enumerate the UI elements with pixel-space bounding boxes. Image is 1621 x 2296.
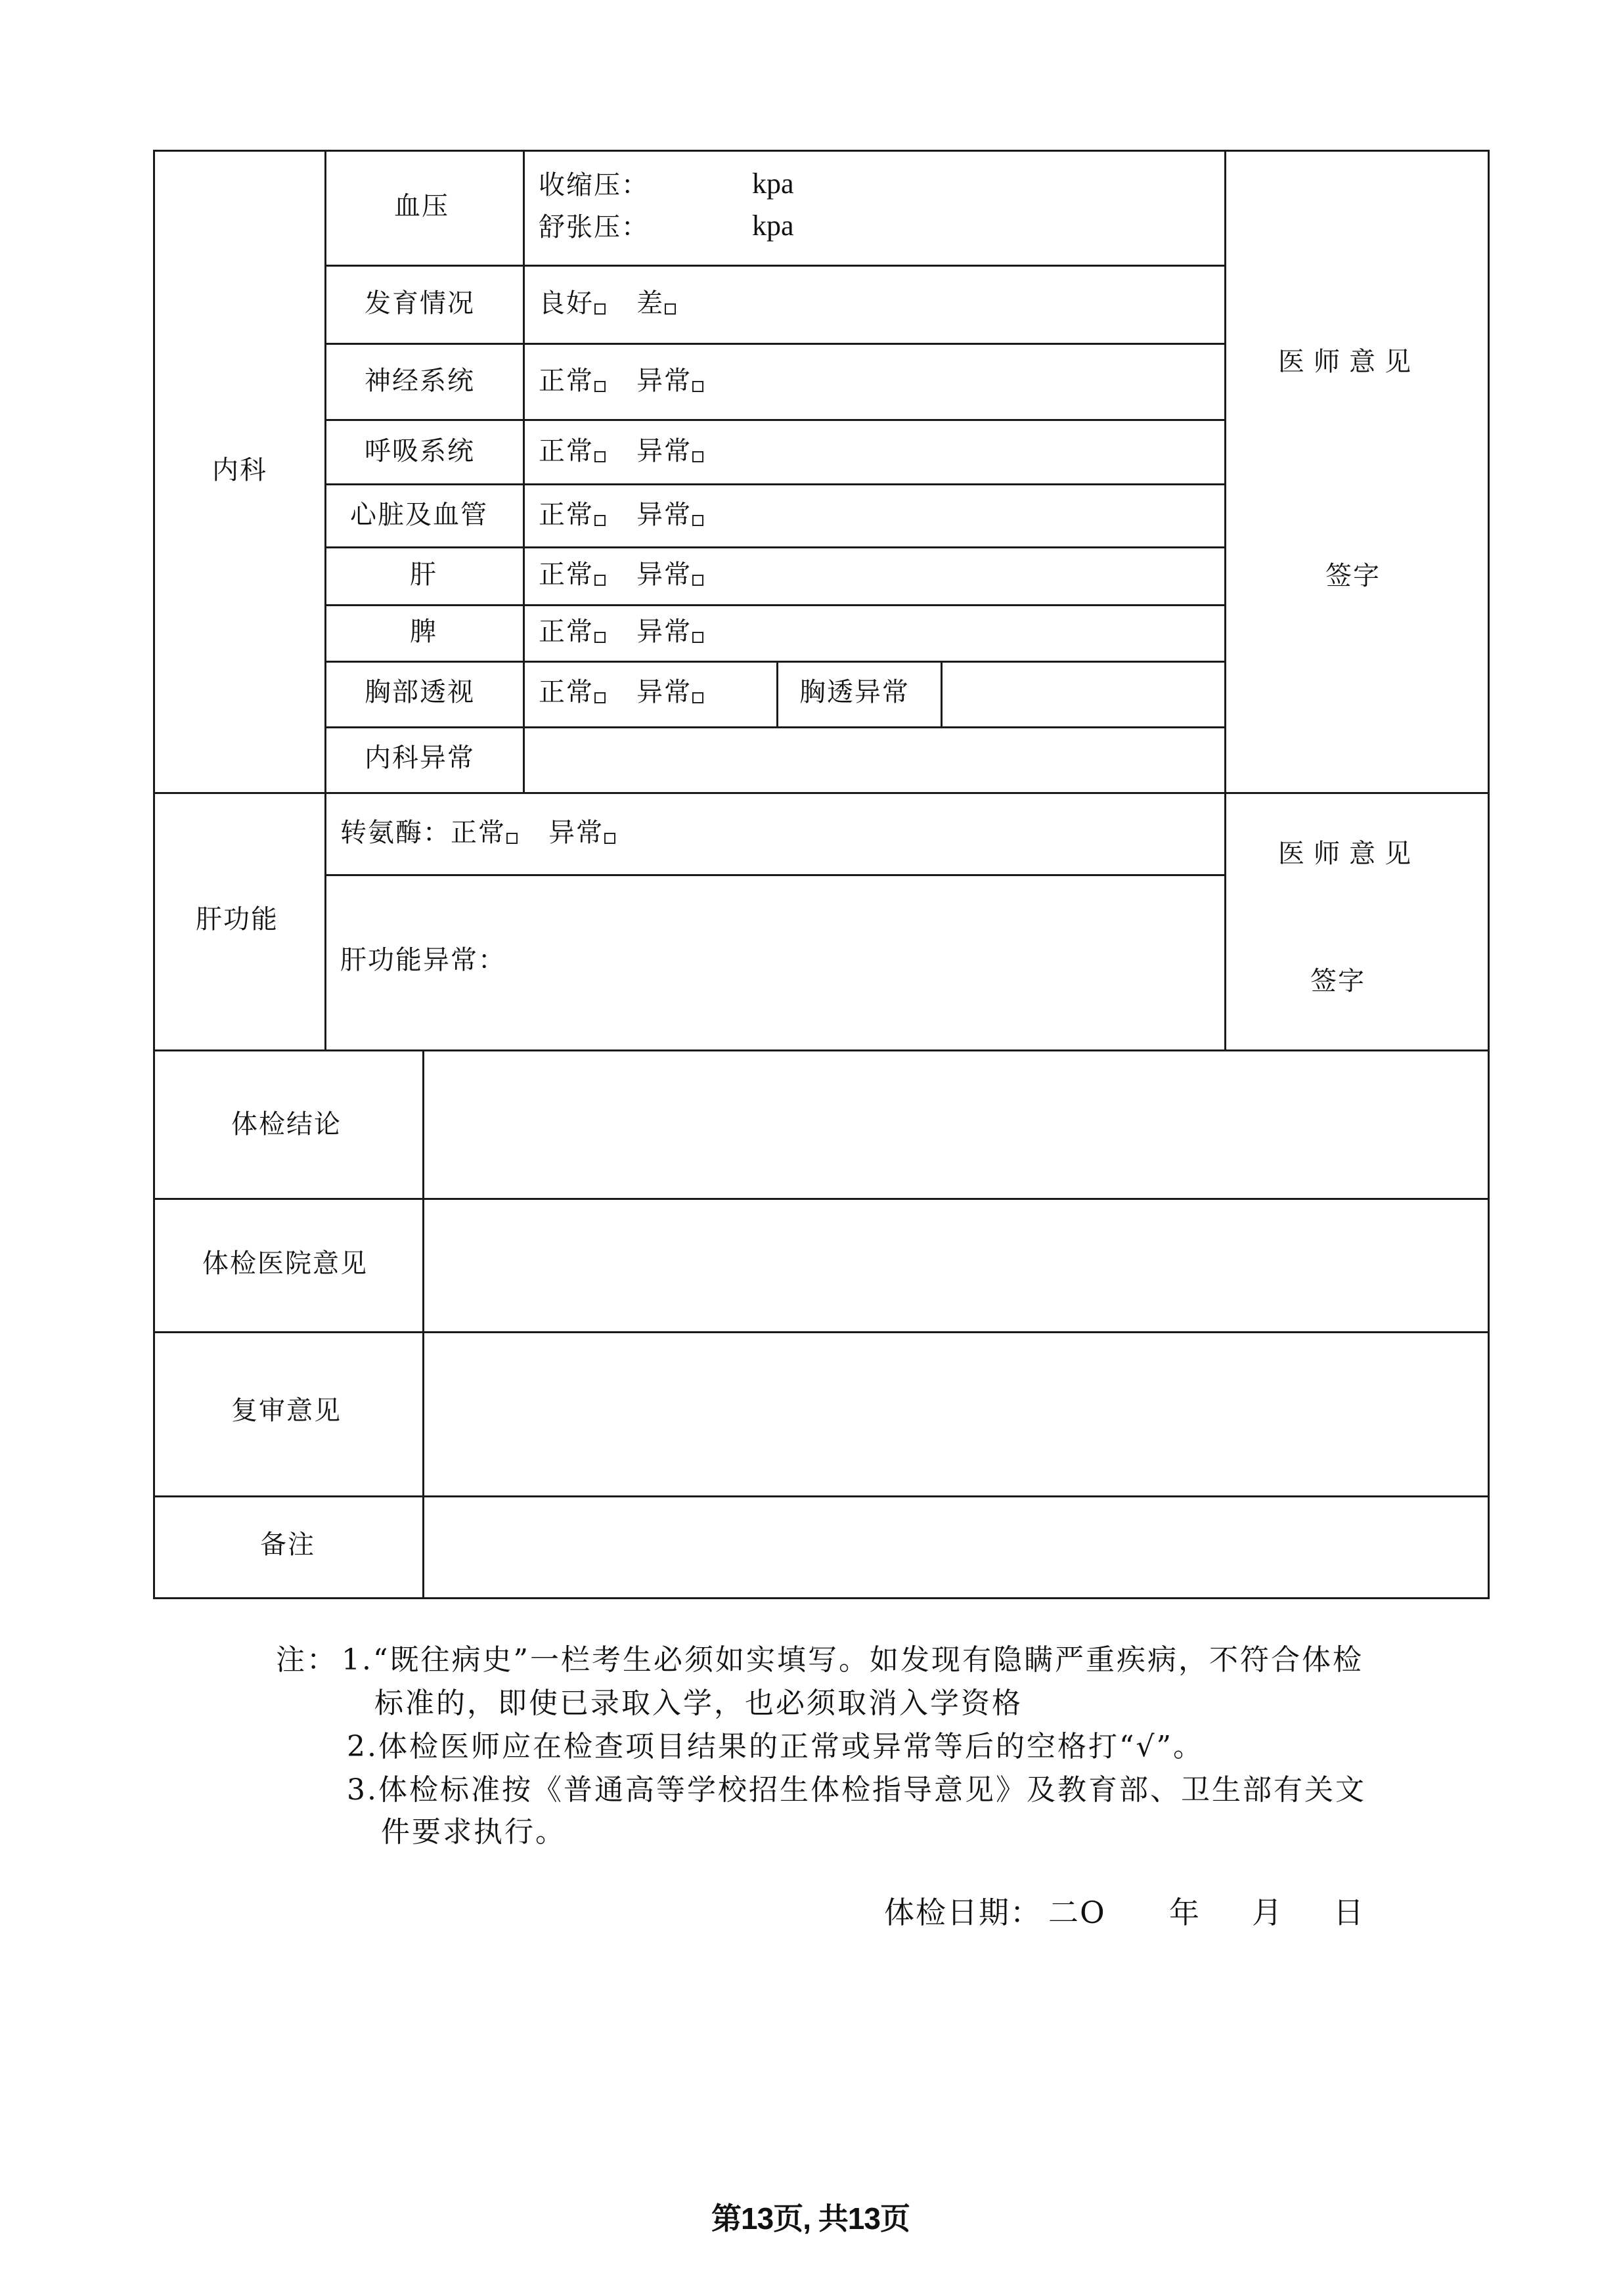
divider-liver bbox=[153, 792, 1490, 794]
row-line-liver bbox=[324, 874, 1226, 876]
row-line-4 bbox=[324, 483, 1226, 485]
internal-signature-label: 签字 bbox=[1325, 561, 1381, 591]
liver-options bbox=[539, 559, 705, 590]
conclusion-field[interactable] bbox=[426, 1052, 1486, 1197]
table-border-bottom bbox=[153, 1597, 1490, 1599]
exam-date-year-prefix: 二O bbox=[1048, 1895, 1106, 1930]
diastolic-label: 舒张压： bbox=[539, 212, 649, 242]
systolic-label: 收缩压： bbox=[539, 170, 649, 200]
divider-conclusion bbox=[153, 1049, 1490, 1051]
row-label-conclusion: 体检结论 bbox=[231, 1109, 342, 1139]
exam-date-day-label: 日 bbox=[1333, 1895, 1365, 1930]
exam-date-year-label: 年 bbox=[1169, 1895, 1201, 1930]
bp-label: 血压 bbox=[394, 191, 449, 221]
row-label-respiratory: 呼吸系统 bbox=[365, 436, 475, 466]
col-divider-2 bbox=[523, 150, 525, 792]
respiratory-options bbox=[539, 435, 705, 467]
option-abnormal: 异常 bbox=[636, 617, 692, 647]
option-normal: 正常 bbox=[539, 366, 594, 396]
table-border-top bbox=[153, 150, 1490, 152]
spleen-options bbox=[539, 616, 705, 648]
review-opinion-field[interactable] bbox=[426, 1334, 1486, 1494]
row-label-spleen: 脾 bbox=[410, 617, 437, 647]
table-border-right bbox=[1488, 150, 1490, 1599]
hospital-opinion-field[interactable] bbox=[426, 1201, 1486, 1330]
option-normal: 正常 bbox=[539, 617, 594, 647]
option-abnormal: 异常 bbox=[548, 818, 604, 848]
row-label-internal-abnormal: 内科异常 bbox=[365, 743, 475, 773]
col-divider-xray bbox=[776, 662, 778, 728]
xray-abnormal-label: 胸透异常 bbox=[799, 677, 910, 707]
checkbox-good[interactable] bbox=[594, 303, 606, 315]
nervous-options bbox=[539, 365, 705, 397]
note-2: 2.体检医师应在检查项目结果的正常或异常等后的空格打“√”。 bbox=[347, 1730, 1205, 1763]
option-abnormal: 异常 bbox=[636, 560, 692, 590]
liver-abnormal-label: 肝功能异常： bbox=[340, 945, 506, 975]
row-label-heart: 心脏及血管 bbox=[350, 500, 488, 530]
option-normal: 正常 bbox=[539, 436, 594, 466]
checkbox-normal[interactable] bbox=[594, 381, 606, 392]
checkbox-abnormal[interactable] bbox=[692, 381, 703, 392]
checkbox-abnormal[interactable] bbox=[692, 692, 703, 703]
option-normal: 正常 bbox=[451, 818, 506, 848]
liver-signature-label: 签字 bbox=[1310, 966, 1366, 996]
row-line-8 bbox=[324, 726, 1226, 728]
checkbox-normal[interactable] bbox=[506, 833, 518, 844]
checkbox-normal[interactable] bbox=[594, 632, 606, 643]
row-line-2 bbox=[324, 343, 1226, 345]
col-divider-conclusion bbox=[422, 1049, 424, 1599]
alt-options bbox=[340, 817, 617, 849]
xray-abnormal-field[interactable] bbox=[943, 665, 1223, 725]
checkbox-normal[interactable] bbox=[594, 515, 606, 526]
remark-field[interactable] bbox=[426, 1498, 1486, 1597]
note-1-line-1: 1.“既往病史”一栏考生必须如实填写。如发现有隐瞒严重疾病，不符合体检 bbox=[342, 1643, 1364, 1677]
internal-section-label: 内科 bbox=[212, 455, 267, 485]
page-footer: 第13页, 共13页 bbox=[711, 2201, 910, 2236]
row-label-hospital-opinion: 体检医院意见 bbox=[202, 1248, 368, 1279]
checkbox-normal[interactable] bbox=[594, 692, 606, 703]
table-border-left bbox=[153, 150, 155, 1599]
alt-label: 转氨酶： bbox=[340, 818, 451, 848]
option-abnormal: 异常 bbox=[636, 366, 692, 396]
checkbox-abnormal[interactable] bbox=[692, 451, 703, 462]
internal-abnormal-field[interactable] bbox=[525, 729, 1223, 791]
option-normal: 正常 bbox=[539, 500, 594, 530]
liver-doctor-opinion: 医师意见 bbox=[1278, 839, 1420, 869]
checkbox-normal[interactable] bbox=[594, 451, 606, 462]
row-label-chest-xray: 胸部透视 bbox=[365, 677, 475, 707]
checkbox-abnormal[interactable] bbox=[604, 833, 615, 844]
chest-xray-options bbox=[539, 676, 705, 708]
row-line-7 bbox=[324, 661, 1226, 663]
notes-prefix: 注： bbox=[276, 1643, 338, 1677]
checkbox-abnormal[interactable] bbox=[692, 632, 703, 643]
row-label-remark: 备注 bbox=[260, 1530, 315, 1560]
row-line-3 bbox=[324, 419, 1226, 421]
row-label-review-opinion: 复审意见 bbox=[231, 1396, 342, 1426]
checkbox-abnormal[interactable] bbox=[692, 515, 703, 526]
option-normal: 正常 bbox=[539, 560, 594, 590]
divider-hospital bbox=[153, 1198, 1490, 1200]
development-options bbox=[539, 288, 678, 319]
row-line-5 bbox=[324, 546, 1226, 548]
col-divider-3 bbox=[1224, 150, 1226, 1050]
row-label-nervous: 神经系统 bbox=[365, 366, 475, 396]
option-abnormal: 异常 bbox=[636, 436, 692, 466]
systolic-unit: kpa bbox=[752, 167, 794, 200]
row-line-6 bbox=[324, 604, 1226, 606]
note-3-line-2: 件要求执行。 bbox=[381, 1815, 566, 1849]
checkbox-abnormal[interactable] bbox=[692, 575, 703, 586]
checkbox-normal[interactable] bbox=[594, 575, 606, 586]
option-poor: 差 bbox=[636, 288, 665, 319]
divider-remark bbox=[153, 1495, 1490, 1497]
option-abnormal: 异常 bbox=[636, 500, 692, 530]
col-divider-xray-value bbox=[941, 662, 943, 728]
exam-date-month-label: 月 bbox=[1252, 1895, 1283, 1930]
option-abnormal: 异常 bbox=[636, 677, 692, 707]
note-1-line-2: 标准的，即使已录取入学，也必须取消入学资格 bbox=[374, 1687, 1023, 1720]
note-3-line-1: 3.体检标准按《普通高等学校招生体检指导意见》及教育部、卫生部有关文 bbox=[347, 1773, 1366, 1807]
row-line-1 bbox=[324, 265, 1226, 267]
col-divider-1 bbox=[324, 150, 326, 1050]
option-good: 良好 bbox=[539, 288, 594, 319]
checkbox-poor[interactable] bbox=[665, 303, 676, 315]
internal-doctor-opinion: 医师意见 bbox=[1278, 347, 1420, 377]
exam-date-label: 体检日期： bbox=[884, 1895, 1042, 1930]
liver-section-label: 肝功能 bbox=[196, 904, 278, 935]
divider-review bbox=[153, 1331, 1490, 1333]
diastolic-unit: kpa bbox=[752, 210, 794, 242]
row-label-liver: 肝 bbox=[410, 560, 437, 590]
row-label-development: 发育情况 bbox=[365, 288, 475, 319]
heart-options bbox=[539, 499, 705, 531]
option-normal: 正常 bbox=[539, 677, 594, 707]
